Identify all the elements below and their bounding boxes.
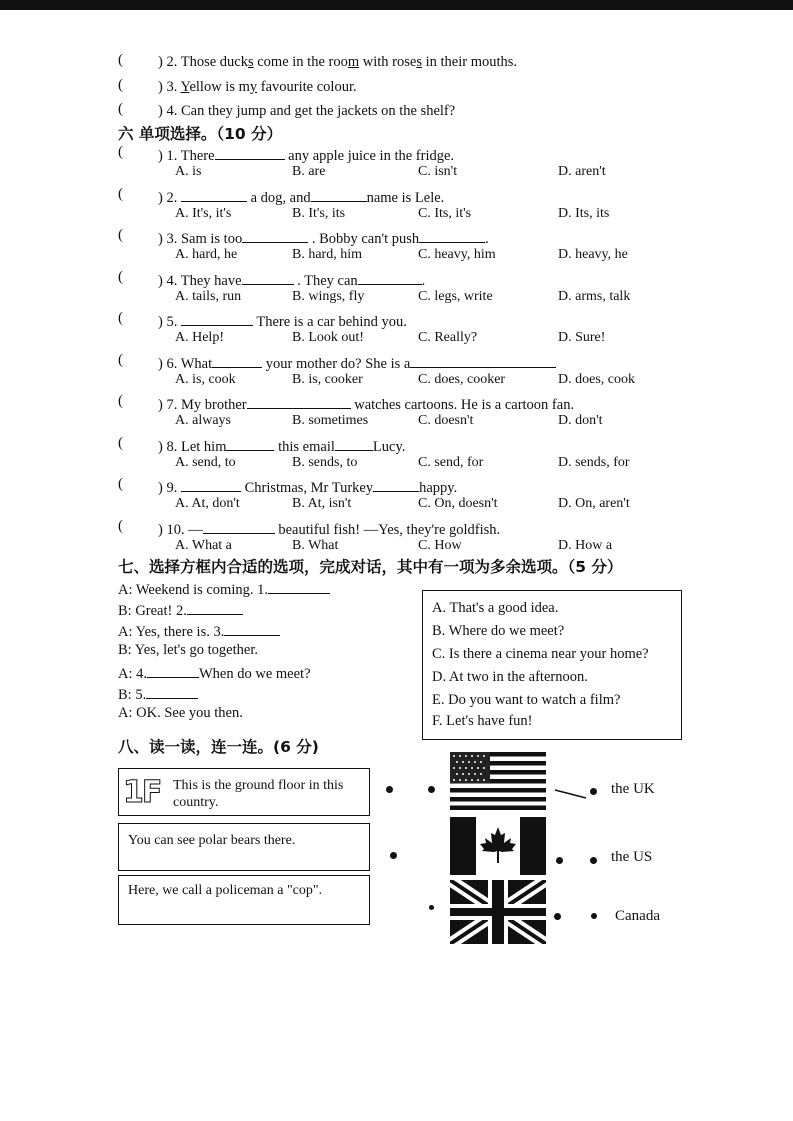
- dialog-line-1: A: Weekend is coming. 1.: [118, 579, 330, 599]
- choice-a: A. is: [175, 164, 202, 179]
- answer-blank: [181, 187, 247, 202]
- match-dot-right-3[interactable]: [554, 913, 561, 920]
- choice-b: B. At, isn't: [292, 496, 352, 511]
- choice-d: D. Sure!: [558, 330, 606, 345]
- answer-blank: [215, 145, 285, 160]
- dialog-line-5: A: 4. When do we meet?: [118, 663, 311, 683]
- choice-c: C. does, cooker: [418, 372, 506, 387]
- question-stem: ) 3. Sam is too . Bobby can't push .: [158, 228, 489, 248]
- choice-d: D. sends, for: [558, 455, 630, 470]
- answer-blank: [335, 436, 373, 451]
- dialog-line-4: B: Yes, let's go together.: [118, 642, 258, 658]
- match-dot-left-2[interactable]: [390, 852, 397, 859]
- match-line-mark: [550, 780, 600, 805]
- section6-title: 六 单项选择。（10 分）: [118, 125, 283, 143]
- choice-c: C. heavy, him: [418, 247, 496, 262]
- choice-b: B. sometimes: [292, 413, 369, 428]
- answer-blank: [492, 353, 556, 368]
- choice-d: D. don't: [558, 413, 603, 428]
- choice-c: C. On, doesn't: [418, 496, 498, 511]
- answer-blank: [358, 270, 422, 285]
- question-stem: ) 1. There any apple juice in the fridge.: [158, 145, 454, 165]
- top-border: [0, 0, 793, 10]
- choice-a: A. It's, it's: [175, 206, 232, 221]
- match-sentence-2: You can see polar bears there.: [118, 823, 370, 871]
- option-a: A. That's a good idea.: [432, 600, 559, 616]
- canada-flag-icon: [450, 817, 546, 875]
- match-dot-country-2[interactable]: [590, 857, 597, 864]
- choice-b: B. Look out!: [292, 330, 364, 345]
- match-dot-flag-3[interactable]: [429, 905, 434, 910]
- choice-d: D. On, aren't: [558, 496, 630, 511]
- answer-blank: [419, 228, 485, 243]
- question-stem: ) 9. Christmas, Mr Turkey happy.: [158, 477, 457, 497]
- section8-title: 八、读一读，连一连。(6 分): [118, 738, 319, 756]
- choice-c: C. legs, write: [418, 289, 493, 304]
- answer-blank: [242, 228, 308, 243]
- ground-floor-logo: 1F: [123, 775, 161, 810]
- answer-blank: [181, 477, 241, 492]
- match-dot-country-3[interactable]: [591, 913, 597, 919]
- question-stem: ) 5. There is a car behind you.: [158, 311, 407, 331]
- choice-d: D. arms, talk: [558, 289, 631, 304]
- choice-c: C. Its, it's: [418, 206, 472, 221]
- choice-c: C. isn't: [418, 164, 458, 179]
- choice-b: B. sends, to: [292, 455, 358, 470]
- option-b: B. Where do we meet?: [432, 623, 565, 639]
- choice-c: C. Really?: [418, 330, 478, 345]
- option-d: D. At two in the afternoon.: [432, 669, 588, 685]
- choice-a: A. Help!: [175, 330, 224, 345]
- us-flag-icon: [450, 752, 546, 810]
- answer-blank: [212, 353, 262, 368]
- option-c: C. Is there a cinema near your home?: [432, 646, 649, 662]
- country-uk: the UK: [611, 781, 655, 797]
- answer-blank: [373, 477, 419, 492]
- choice-c: C. send, for: [418, 455, 484, 470]
- options-box: [422, 590, 682, 740]
- choice-a: A. is, cook: [175, 372, 236, 387]
- question-stem: ) 4. They have . They can .: [158, 270, 425, 290]
- question-stem: ) 10. — beautiful fish! —Yes, they're goldfish.: [158, 519, 500, 539]
- choice-d: D. heavy, he: [558, 247, 628, 262]
- question-stem: ) 8. Let him this email Lucy.: [158, 436, 405, 456]
- choice-b: B. It's, its: [292, 206, 346, 221]
- choice-d: D. How a: [558, 538, 613, 553]
- choice-a: A. At, don't: [175, 496, 240, 511]
- match-sentence-3: Here, we call a policeman a "cop".: [118, 875, 370, 925]
- answer-blank: [410, 353, 492, 368]
- choice-a: A. What a: [175, 538, 232, 553]
- answer-blank: [247, 394, 351, 409]
- answer-blank: [226, 436, 274, 451]
- match-dot-flag-1[interactable]: [428, 786, 435, 793]
- dialog-line-6: B: 5.: [118, 684, 198, 704]
- choice-a: A. tails, run: [175, 289, 242, 304]
- match-dot-left-1[interactable]: [386, 786, 393, 793]
- choice-c: C. How: [418, 538, 462, 553]
- choice-c: C. doesn't: [418, 413, 474, 428]
- choice-b: B. wings, fly: [292, 289, 365, 304]
- choice-b: B. are: [292, 164, 326, 179]
- answer-blank: [311, 187, 367, 202]
- answer-blank: [181, 311, 253, 326]
- dialog-line-7: A: OK. See you then.: [118, 705, 243, 721]
- choice-b: B. is, cooker: [292, 372, 363, 387]
- dialog-line-3: A: Yes, there is. 3.: [118, 621, 280, 641]
- choice-b: B. What: [292, 538, 339, 553]
- dialog-line-2: B: Great! 2.: [118, 600, 243, 620]
- uk-flag-icon: [450, 880, 546, 944]
- choice-a: A. always: [175, 413, 231, 428]
- section7-title: 七、选择方框内合适的选项，完成对话，其中有一项为多余选项。（5 分）: [118, 558, 623, 576]
- choice-d: D. Its, its: [558, 206, 610, 221]
- option-e: E. Do you want to watch a film?: [432, 692, 621, 708]
- choice-d: D. does, cook: [558, 372, 635, 387]
- question-stem: ) 2. a dog, and name is Lele.: [158, 187, 444, 207]
- choice-d: D. aren't: [558, 164, 606, 179]
- question-stem: ) 7. My brother watches cartoons. He is a cartoon fan.: [158, 394, 574, 414]
- country-us: the US: [611, 849, 653, 865]
- match-dot-right-2[interactable]: [556, 857, 563, 864]
- answer-blank: [242, 270, 294, 285]
- question-stem: ) 6. What your mother do? She is a: [158, 353, 556, 373]
- match-sentence-1: 1F This is the ground floor in this country.: [118, 768, 370, 816]
- option-f: F. Let's have fun!: [432, 713, 533, 729]
- choice-b: B. hard, him: [292, 247, 362, 262]
- country-canada: Canada: [615, 908, 660, 924]
- choice-a: A. send, to: [175, 455, 236, 470]
- answer-blank: [203, 519, 275, 534]
- choice-a: A. hard, he: [175, 247, 238, 262]
